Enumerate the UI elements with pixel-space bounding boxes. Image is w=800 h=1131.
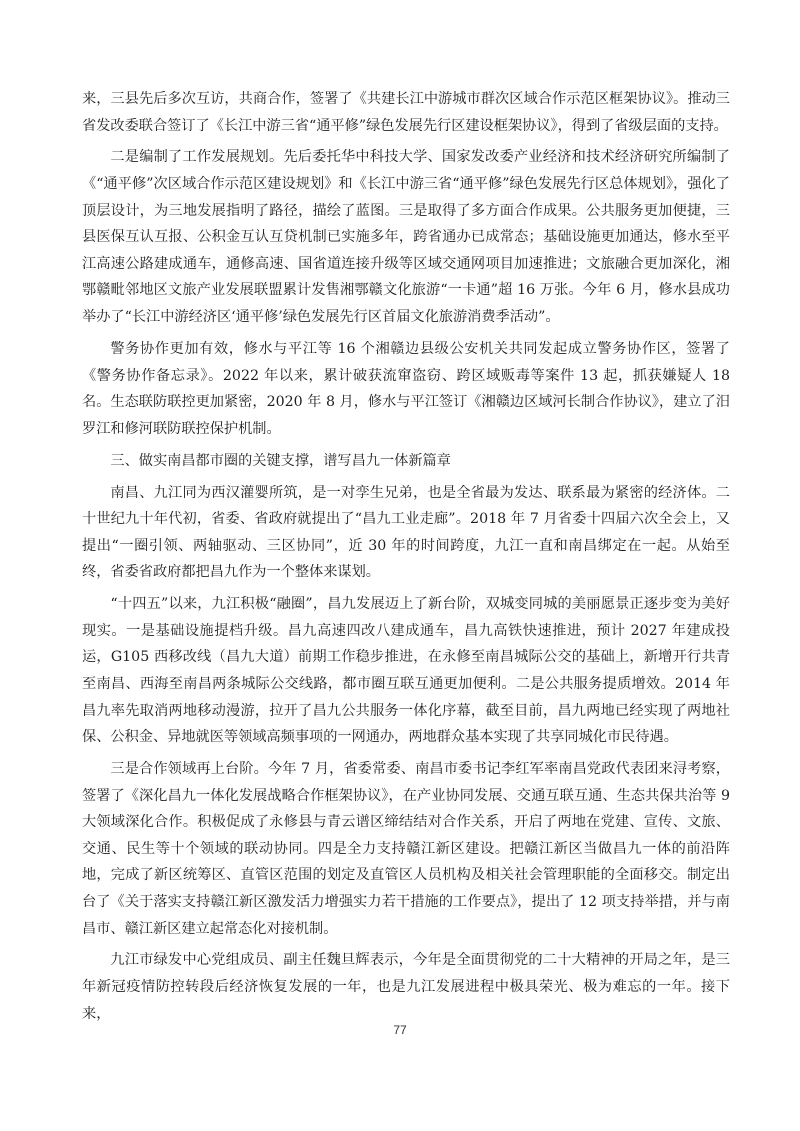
paragraph: 九江市绿发中心党组成员、副主任魏旦辉表示，今年是全面贯彻党的二十大精神的开局之年，是三年新冠疫情防控转段后经济恢复发展的一年，也是九江发展进程中极具荣光、极为难忘的一年。接下来， [82,952,730,1022]
body-text [82,86,730,1033]
paragraph: 三是合作领域再上台阶。今年 7 月，省委常委、南昌市委书记李红军率南昌党政代表团来浔考察，签署了《深化昌九一体化发展战略合作框架协议》，在产业协同发展、交通互联互通、生态共保共治等 9 大领域深化合作。积极促成了永修县与青云谱区缔结结对合作关系，开启了两地在党建、宣传、文旅、交通、民生等十个领域的联动协同。四是全力支持赣江新区建设。把赣江新区当做昌九一体的前沿阵地，完成了新区统筹区、直管区范围的划定及直管区人员机构及相关社会管理职能的全面移交。制定出台了《关于落实支持赣江新区激发活力增强实力若干措施的工作要点》，提出了 12 项支持举措，并与南昌市、赣江新区建立起常态化对接机制。 [82,761,730,937]
paragraph: 二是编制了工作发展规划。先后委托华中科技大学、国家发改委产业经济和技术经济研究所编制了《“通平修”次区域合作示范区建设规划》和《长江中游三省“通平修”绿色发展先行区总体规划》，强化了顶层设计，为三地发展指明了路径，描绘了蓝图。三是取得了多方面合作成果。公共服务更加便捷，三县医保互认互报、公积金互认互贷机制已实施多年，跨省通办已成常态；基础设施更加通达，修水至平江高速公路建成通车，通修高速、国省道连接升级等区域交通网项目加速推进；文旅融合更加深化，湘鄂赣毗邻地区文旅产业发展联盟累计发售湘鄂赣文化旅游“一卡通”超 16 万张。今年 6 月，修水县成功举办了“长江中游经济区‘通平修’绿色发展先行区首届文化旅游消费季活动”。 [82,149,730,326]
paragraph-continued: 来，三县先后多次互访，共商合作，签署了《共建长江中游城市群次区域合作示范区框架协议》。推动三省发改委联合签订了《长江中游三省“通平修”绿色发展先行区建设框架协议》，得到了省级层面的支持。 [82,91,730,134]
paragraph: 警务协作更加有效，修水与平江等 16 个湘赣边县级公安机关共同发起成立警务协作区，签署了《警务协作备忘录》。2022 年以来，累计破获流窜盗窃、跨区域贩毒等案件 13 起，抓获嫌疑人 18 名。生态联防联控更加紧密，2020 年 8 月，修水与平江签订《湘赣边区域河长制合作协议》，建立了汨罗江和修河联防联控保护机制。 [82,340,730,437]
paragraph: 南昌、九江同为西汉灌婴所筑，是一对孪生兄弟，也是全省最为发达、联系最为紧密的经济体。二十世纪九十年代初，省委、省政府就提出了“昌九工业走廊”。2018 年 7 月省委十四届六次全会上，又提出“一圈引领、两轴驱动、三区协同”，近 30 年的时间跨度，九江一直和南昌绑定在一起。从始至终，省委省政府都把昌九作为一个整体来谋划。 [82,484,730,581]
paragraph: “十四五”以来，九江积极“融圈”，昌九发展迈上了新台阶，双城变同城的美丽愿景正逐步变为美好现实。一是基础设施提档升级。昌九高速四改八建成通车，昌九高铁快速推进，预计 2027 年建成投运，G105 西移改线（昌九大道）前期工作稳步推进，在永修至南昌城际公交的基础上，新增开行共青至南昌、西海至南昌两条城际公交线路，都市圈互联互通更加便利。二是公共服务提质增效。2014 年昌九率先取消两地移动漫游，拉开了昌九公共服务一体化序幕，截至目前，昌九两地已经实现了两地社保、公积金、异地就医等领域高频事项的一网通办，两地群众基本实现了共享同城化市民待遇。 [82,596,730,746]
section-heading: 三、做实南昌都市圈的关键支撑，谱写昌九一体新篇章 [110,452,451,469]
page-number: 77 [393,1023,407,1037]
